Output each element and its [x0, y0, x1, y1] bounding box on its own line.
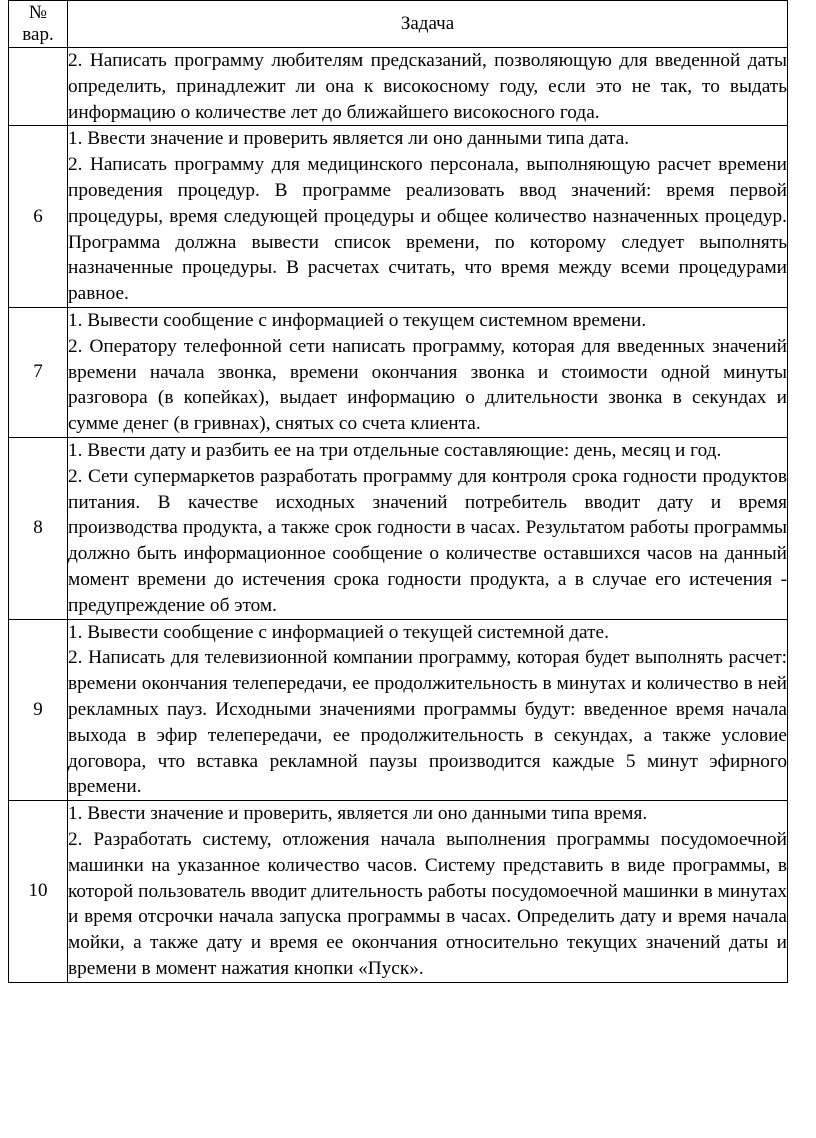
- task-cell: [68, 307, 788, 437]
- variant-number: 9: [9, 619, 68, 801]
- variant-number: 10: [9, 801, 68, 983]
- task-cell: [68, 126, 788, 308]
- header-row: [9, 1, 788, 48]
- task-text: 1. Ввести значение и проверить, является ли оно данными типа время.: [68, 803, 648, 825]
- task-text: 2. Сети супермаркетов разработать программу для контроля срока годности продуктов питания. В качестве исходных значений потребитель вводит дату и время производства продукта, а также срок годности в часах. Результатом работы программы должно быть информационное сообщение о количестве оставшихся часов на данный момент времени до истечения срока годности продукта, а в случае его истечения - предупреждение об этом.: [68, 465, 787, 616]
- task-text: 2. Написать программу для медицинского персонала, выполняющую расчет времени проведения процедур. В программе реализовать ввод значений: время первой процедуры, время следующей процедуры и общее количество назначенных процедур. Программа должна вывести список времени, по которому следует выполнять назначенные процедуры. В расчетах считать, что время между всеми процедурами равное.: [68, 154, 787, 305]
- task-cell: [68, 801, 788, 983]
- task-cell: [68, 437, 788, 619]
- table-row: [9, 437, 788, 619]
- task-text: 2. Написать программу любителям предсказаний, позволяющую для введенной даты определить, принадлежит ли она к високосному году, если это не так, то выдать информацию о количестве лет до ближайшего високосного года.: [68, 50, 787, 123]
- variant-number: 6: [9, 126, 68, 308]
- variant-number: 7: [9, 307, 68, 437]
- task-text: 2. Оператору телефонной сети написать программу, которая для введенных значений времени начала звонка, времени окончания звонка и стоимости одной минуты разговора (в копейках), выдает информацию о длительности звонка в секундах и сумме денег (в гривнах), снятых со счета клиента.: [68, 335, 787, 435]
- task-text: 1. Ввести значение и проверить является ли оно данными типа дата.: [68, 128, 630, 150]
- table-row: [9, 801, 788, 983]
- variant-number: 8: [9, 437, 68, 619]
- task-text: 2. Написать для телевизионной компании программу, которая будет выполнять расчет: времени окончания телепередачи, ее продолжительность в минутах и количество в ней рекламных пауз. Исходными значениями программы будут: введенное время начала выхода в эфир телепередачи, ее продолжительность в секундах, а также условие договора, что вставка рекламной паузы производится каждые 5 минут эфирного времени.: [68, 647, 787, 798]
- task-header: Задача: [68, 1, 788, 48]
- variant-number-header: [9, 1, 68, 48]
- table-row: [9, 48, 788, 126]
- task-text: 2. Разработать систему, отложения начала выполнения программы посудомоечной машинки на указанное количество часов. Систему представить в виде программы, в которой пользователь вводит длительность работы посудомоечной машинки в минутах и время отсрочки начала запуска программы в часах. Определить дату и время начала мойки, а также дату и время ее окончания относительно текущих значений даты и времени в момент нажатия кнопки «Пуск».: [68, 828, 787, 979]
- table-row: [9, 619, 788, 801]
- task-text: 1. Ввести дату и разбить ее на три отдельные составляющие: день, месяц и год.: [68, 439, 722, 461]
- variant-number-header-line1: №: [28, 2, 48, 23]
- task-cell: [68, 48, 788, 126]
- task-text: 1. Вывести сообщение с информацией о текущем системном времени.: [68, 309, 647, 331]
- variant-number-header-line2: вар.: [22, 24, 54, 45]
- tasks-table: [8, 0, 788, 983]
- table-row: [9, 307, 788, 437]
- task-cell: [68, 619, 788, 801]
- variant-number: [9, 48, 68, 126]
- task-text: 1. Вывести сообщение с информацией о текущей системной дате.: [68, 621, 609, 643]
- table-row: [9, 126, 788, 308]
